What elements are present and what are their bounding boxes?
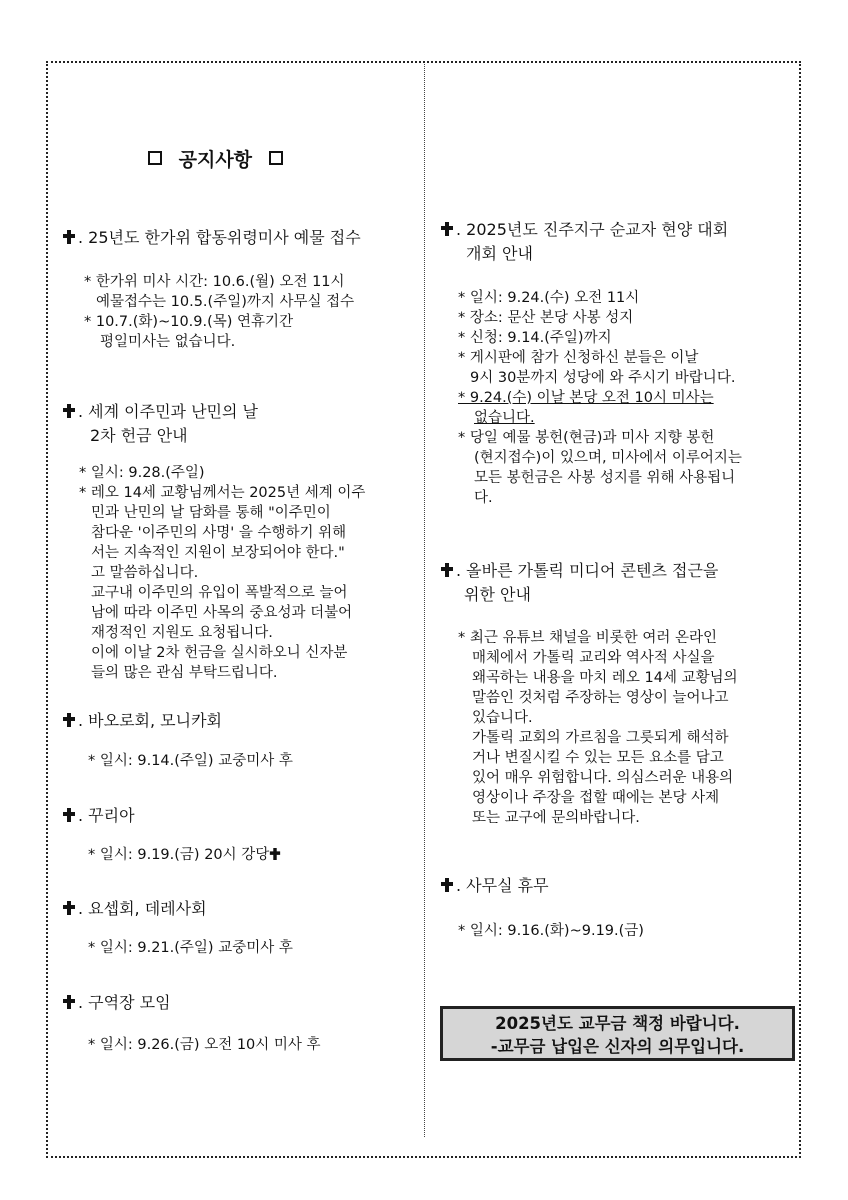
tithe-reminder-line-1: 2025년도 교무금 책정 바랍니다. (495, 1014, 740, 1033)
cross-icon (440, 563, 454, 577)
tithe-reminder-box (440, 1006, 795, 1061)
section-body-paul-monica: * 일시: 9.14.(주일) 교중미사 후 (88, 753, 293, 769)
section-heading-chuseok: . 25년도 한가위 합동위령미사 예물 접수 (62, 226, 361, 250)
section-heading-office-closed: . 사무실 휴무 (440, 874, 549, 898)
cross-icon (62, 901, 76, 915)
section-heading-migrants: . 세계 이주민과 난민의 날 2차 헌금 안내 (62, 400, 258, 448)
section-body-curia: * 일시: 9.19.(금) 20시 강당 (88, 845, 281, 865)
cross-icon (62, 808, 76, 822)
section-body-chuseok: * 한가위 미사 시간: 10.6.(월) 오전 11시 예물접수는 10.5.(주일)까지 사무실 접수 * 10.7.(화)~10.9.(목) 연휴기간 평일미사는 없습니다. (84, 274, 355, 350)
square-bullet-icon (148, 151, 162, 165)
section-heading-paul-monica: . 바오로회, 모니카회 (62, 709, 222, 733)
tithe-reminder-line-2: -교무금 납입은 신자의 의무입니다. (490, 1037, 745, 1056)
section-heading-district-leaders: . 구역장 모임 (62, 991, 171, 1015)
cross-icon (440, 878, 454, 892)
section-heading-joseph-teresa: . 요셉회, 데레사회 (62, 897, 207, 921)
cross-icon (62, 713, 76, 727)
cross-icon (269, 848, 281, 860)
section-body-media-guide: * 최근 유튜브 채널을 비롯한 여러 온라인 매체에서 가톨릭 교리와 역사적 사실을 왜곡하는 내용을 마치 레오 14세 교황님의 말씀인 것처럼 주장하는 영상이 늘어나고 있습니다. 가톨릭 교회의 가르침을 그릇되게 해석하 거나 변질시킬 수 있는 모든 요소를 담고 있어 매우 위험합니다. 의심스러운 내용의 영상이나 주장을 접할 때에는 본당 사제 또는 교구에 문의바랍니다. (458, 630, 738, 826)
page-title-row (148, 145, 283, 172)
section-heading-curia: . 꾸리아 (62, 804, 135, 828)
cross-icon (440, 222, 454, 236)
section-body-office-closed: * 일시: 9.16.(화)~9.19.(금) (458, 923, 644, 939)
section-body-martyrs-rally: * 일시: 9.24.(수) 오전 11시 * 장소: 문산 본당 사봉 성지 * 신청: 9.14.(주일)까지 * 게시판에 참가 신청하신 분들은 이날 9시 30분까지 성당에 와 주시기 바랍니다. * 9.24.(수) 이날 본당 오전 10시 미사는 없습니다. * 당일 예물 봉헌(현금)과 미사 지향 봉헌 (현지접수)이 있으며, 미사에서 이루어지는 모든 봉헌금은 사봉 성지를 위해 사용됩니 다. (458, 290, 742, 506)
page-title: 공지사항 (178, 149, 253, 171)
cross-icon (62, 230, 76, 244)
section-body-migrants: * 일시: 9.28.(주일) * 레오 14세 교황님께서는 2025년 세계 이주 민과 난민의 날 담화를 통해 "이주민이 참다운 '이주민의 사명' 을 수행하기 위해 서는 지속적인 지원이 보장되어야 한다." 고 말씀하십니다. 교구내 이주민의 유입이 폭발적으로 늘어 남에 따라 이주민 사목의 중요성과 더불어 재정적인 지원도 요청됩니다. 이에 이날 2차 헌금을 실시하오니 신자분 들의 많은 관심 부탁드립니다. (79, 465, 366, 681)
cross-icon (62, 404, 76, 418)
section-body-district-leaders: * 일시: 9.26.(금) 오전 10시 미사 후 (88, 1037, 321, 1053)
square-bullet-icon (269, 151, 283, 165)
section-body-joseph-teresa: * 일시: 9.21.(주일) 교중미사 후 (88, 940, 293, 956)
cross-icon (62, 995, 76, 1009)
section-heading-media-guide: . 올바른 가톨릭 미디어 콘텐츠 접근을 위한 안내 (440, 559, 718, 607)
section-heading-martyrs-rally: . 2025년도 진주지구 순교자 현양 대회 개회 안내 (440, 218, 728, 266)
column-divider (424, 64, 425, 1137)
